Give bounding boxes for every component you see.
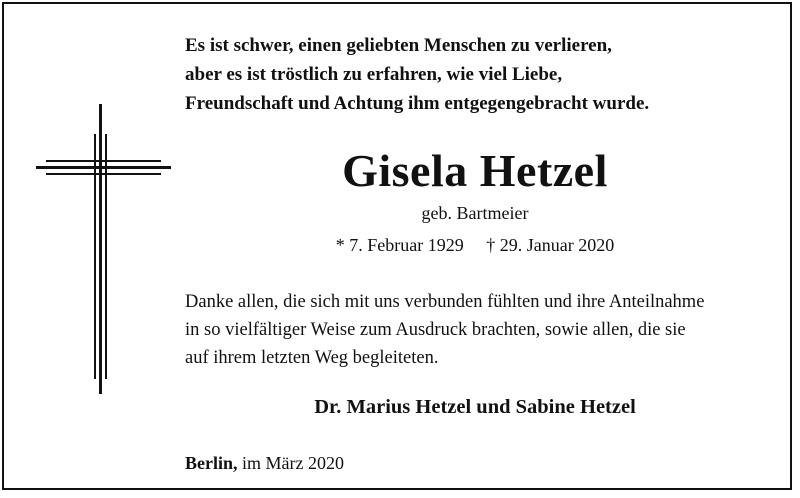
date: im März 2020: [242, 453, 344, 473]
place-date: [185, 453, 344, 474]
death-date: † 29. Januar 2020: [486, 235, 615, 255]
deceased-name: Gisela Hetzel: [342, 145, 608, 196]
thanks-line: Danke allen, die sich mit uns verbunden fühlten und ihre Anteilnahme: [185, 292, 705, 312]
thanks-line: auf ihrem letzten Weg begleiteten.: [185, 348, 439, 368]
thanks-block: [185, 288, 785, 372]
thanks-line: in so vielfältiger Weise zum Ausdruck brachten, sowie allen, die sie: [185, 320, 686, 340]
quote-line: Freundschaft und Achtung ihm entgegengebracht wurde.: [185, 93, 650, 114]
life-dates: [185, 235, 765, 256]
signers: Dr. Marius Hetzel und Sabine Hetzel: [314, 396, 636, 418]
obituary-frame: [2, 2, 792, 490]
city: Berlin,: [185, 453, 238, 473]
cross-icon: [36, 104, 171, 394]
birth-date: * 7. Februar 1929: [335, 235, 464, 255]
maiden-name: geb. Bartmeier: [421, 203, 529, 223]
quote-block: [185, 31, 745, 118]
quote-line: aber es ist tröstlich zu erfahren, wie viel Liebe,: [185, 64, 563, 85]
quote-line: Es ist schwer, einen geliebten Menschen zu verlieren,: [185, 35, 612, 56]
